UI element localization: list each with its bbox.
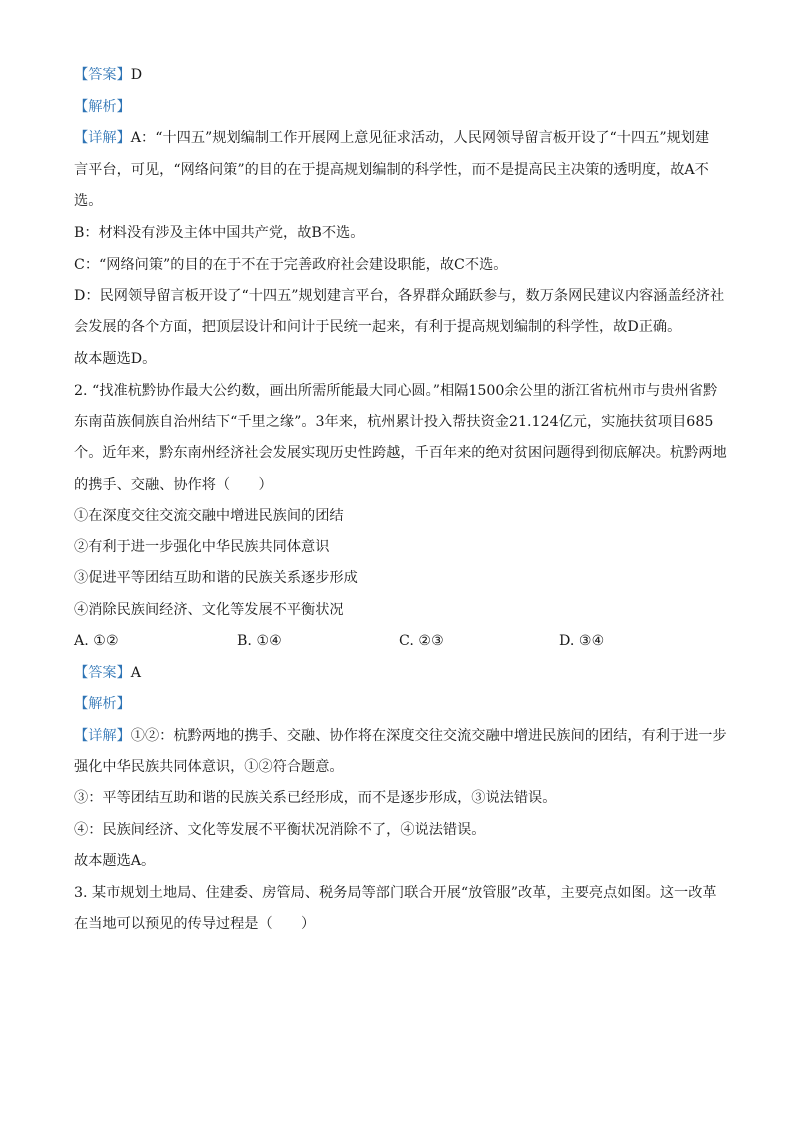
option-a: A. ①② <box>74 633 119 649</box>
detail-line: 【详解】①②：杭黔两地的携手、交融、协作将在深度交往交流交融中增进民族间的团结，有利于进一步 <box>74 728 727 744</box>
statement-item: ④消除民族间经济、文化等发展不平衡状况 <box>74 602 344 618</box>
statement-item: ②有利于进一步强化中华民族共同体意识 <box>74 539 330 555</box>
question-line: 东南苗族侗族自治州结下“千里之缘”。3年来，杭州累计投入帮扶资金21.124亿元，实施扶贫项目685 <box>74 414 714 430</box>
text-line: 言平台，可见，“网络问策”的目的在于提高规划编制的科学性，而不是提高民主决策的透明度，故A不 <box>74 162 709 178</box>
question-line: 3. 某市规划土地局、住建委、房管局、税务局等部门联合开展“放管服”改革，主要亮点如图。这一改革 <box>74 885 717 901</box>
option-c: C. ②③ <box>399 633 444 649</box>
question-line: 在当地可以预见的传导过程是（ ） <box>74 916 316 932</box>
analysis-heading: 【解析】 <box>74 696 131 712</box>
text-line: 会发展的各个方面，把顶层设计和问计于民统一起来，有利于提高规划编制的科学性，故D正确。 <box>74 319 682 335</box>
text-line: 选。 <box>74 193 103 209</box>
analysis-heading: 【解析】 <box>74 99 131 115</box>
text-line: ③：平等团结互助和谐的民族关系已经形成，而不是逐步形成，③说法错误。 <box>74 790 557 806</box>
question-line: 的携手、交融、协作将（ ） <box>74 477 273 493</box>
detail-line: 【详解】A：“十四五”规划编制工作开展网上意见征求活动，人民网领导留言板开设了“十四五”规划建 <box>74 130 710 146</box>
answer-line: 【答案】A <box>74 665 142 681</box>
option-b: B. ①④ <box>237 633 282 649</box>
option-d: D. ③④ <box>559 633 605 649</box>
text-line: 强化中华民族共同体意识，①②符合题意。 <box>74 759 344 775</box>
statement-item: ①在深度交往交流交融中增进民族间的团结 <box>74 508 344 524</box>
statement-item: ③促进平等团结互助和谐的民族关系逐步形成 <box>74 570 358 586</box>
conclusion-line: 故本题选D。 <box>74 351 157 367</box>
question-line: 个。近年来，黔东南州经济社会发展实现历史性跨越，千百年来的绝对贫困问题得到彻底解决。杭黔两地 <box>74 445 727 461</box>
text-line: ④：民族间经济、文化等发展不平衡状况消除不了，④说法错误。 <box>74 822 486 838</box>
text-line: B：材料没有涉及主体中国共产党，故B不选。 <box>74 225 365 241</box>
question-line: 2. “找准杭黔协作最大公约数，画出所需所能最大同心圆。”相隔1500余公里的浙江省杭州市与贵州省黔 <box>74 383 718 399</box>
text-line: C：“网络问策”的目的在于不在于完善政府社会建设职能，故C不选。 <box>74 257 508 273</box>
answer-line: 【答案】D <box>74 67 143 83</box>
text-line: D：民网领导留言板开设了“十四五”规划建言平台，各界群众踊跃参与，数万条网民建议内容涵盖经济社 <box>74 288 725 304</box>
conclusion-line: 故本题选A。 <box>74 853 156 869</box>
